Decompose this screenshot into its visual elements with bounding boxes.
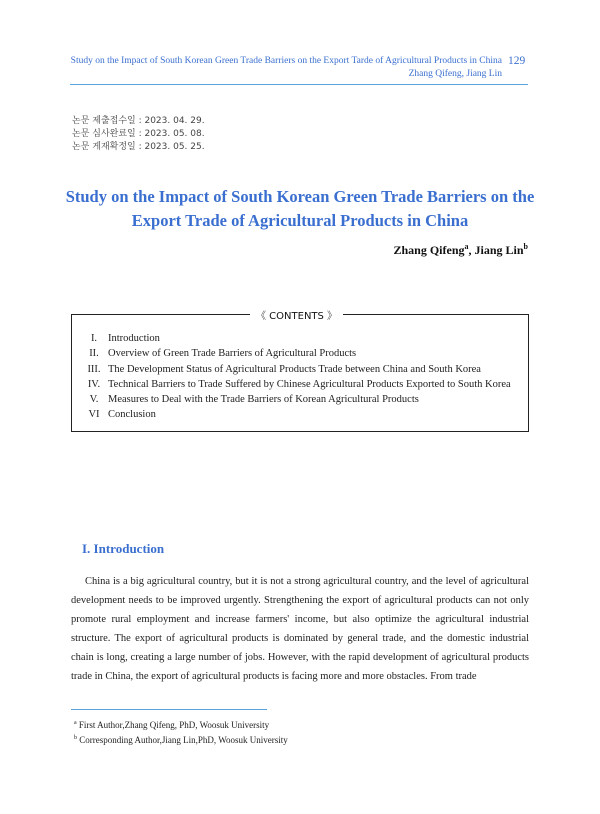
- footnote-mark: a: [74, 720, 77, 726]
- toc-number: I.: [90, 333, 98, 344]
- toc-item: [80, 331, 511, 346]
- toc-text: The Development Status of Agricultural Products Trade between China and South Korea: [108, 363, 481, 375]
- submission-dates: [72, 115, 205, 154]
- date-received: 논문 제출접수일 : 2023. 04. 29.: [72, 116, 205, 126]
- footnote-text: First Author,Zhang Qifeng, PhD, Woosuk University: [78, 720, 270, 730]
- running-authors: Zhang Qifeng, Jiang Lin: [408, 69, 502, 79]
- toc-number: V.: [89, 394, 99, 406]
- toc-number: IV.: [87, 378, 101, 390]
- toc-item: [80, 407, 511, 422]
- toc-text: Measures to Deal with the Trade Barriers of Korean Agricultural Products: [108, 394, 419, 406]
- footnote: [74, 717, 288, 732]
- footnotes: [74, 717, 288, 747]
- paper-title: [60, 185, 540, 233]
- toc-text: Conclusion: [108, 409, 156, 421]
- running-header: [70, 55, 502, 81]
- author-2: Jiang Lin: [474, 243, 524, 257]
- running-title: Study on the Impact of South Korean Green Trade Barriers on the Export Tarde of Agricultural Products in China: [70, 56, 502, 66]
- title-line-2: Export Trade of Agricultural Products in China: [131, 211, 469, 230]
- toc-number: VI: [88, 409, 100, 421]
- author-1: Zhang Qifeng: [393, 243, 465, 257]
- author-2-mark: b: [523, 242, 528, 251]
- footnote: [74, 732, 288, 747]
- footnote-divider: [71, 709, 267, 710]
- author-1-mark: a: [464, 242, 469, 251]
- contents-heading: 《 CONTENTS 》: [250, 307, 343, 322]
- section-heading: I. Introduction: [82, 541, 165, 556]
- page-number: 129: [508, 55, 526, 67]
- header-divider: [70, 84, 528, 85]
- toc-text: Introduction: [108, 333, 160, 344]
- toc-text: Technical Barriers to Trade Suffered by Chinese Agricultural Products Exported to South Korea: [108, 378, 511, 390]
- author-separator: ,: [468, 243, 475, 257]
- footnote-mark: b: [74, 735, 77, 741]
- toc-text: Overview of Green Trade Barriers of Agricultural Products: [108, 348, 357, 360]
- toc-item: [80, 346, 511, 361]
- toc-item: [80, 392, 511, 407]
- author-line: [394, 242, 529, 258]
- toc-number: II.: [89, 348, 99, 360]
- title-line-1: Study on the Impact of South Korean Green Trade Barriers on the: [65, 187, 535, 206]
- table-of-contents: [80, 331, 511, 423]
- footnote-text: Corresponding Author,Jiang Lin,PhD, Woosuk University: [79, 735, 288, 745]
- toc-item: [80, 377, 511, 392]
- toc-number: III.: [87, 363, 101, 375]
- date-accepted: 논문 게재확정일 : 2023. 05. 25.: [72, 142, 205, 152]
- date-reviewed: 논문 심사완료일 : 2023. 05. 08.: [72, 129, 205, 139]
- body-paragraph: China is a big agricultural country, but it is not a strong agricultural country, and the level of agricultural development needs to be improved urgently. Strengthening the export of agricultural products can not only promote rural employment and increase farmers' income, but also optimize the agricultural industrial structure. The export of agricultural products is dominated by general trade, and the domestic industrial chain is long, creating a large number of jobs. However, with the rapid development of agricultural products trade in China, the export of agricultural products is facing more and more obstacles. From trade: [71, 576, 529, 682]
- toc-item: [80, 362, 511, 377]
